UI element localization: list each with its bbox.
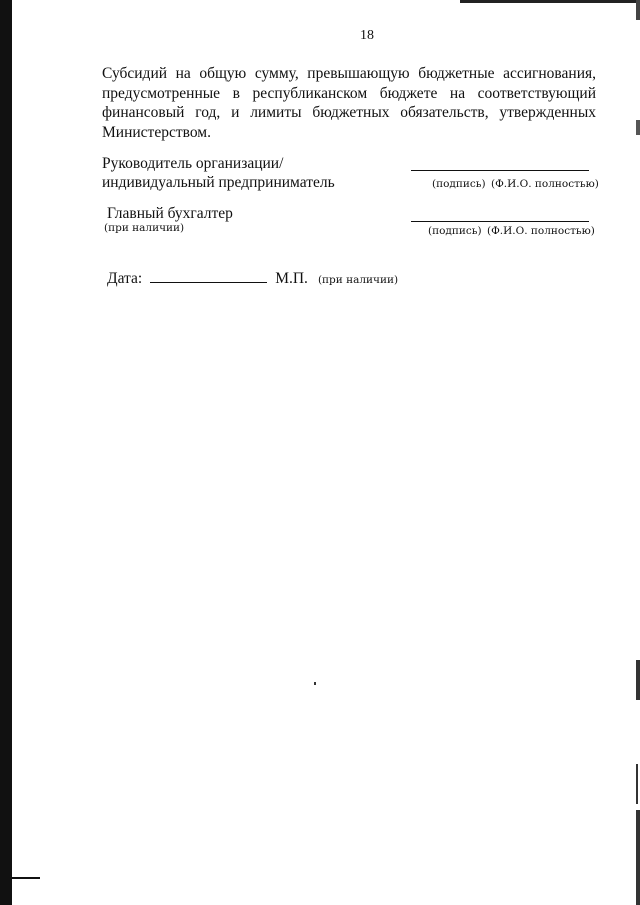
scan-top-border (460, 0, 640, 3)
head-signature-caption: (подпись) (432, 178, 486, 190)
head-name-caption: (Ф.И.О. полностью) (491, 178, 599, 190)
date-label: Дата: (107, 270, 143, 287)
chief-signature-line (411, 221, 589, 222)
head-label-line1: Руководитель организации/ (102, 155, 284, 172)
head-label-line2: индивидуальный предприниматель (102, 174, 335, 191)
chief-accountant-label: Главный бухгалтер (107, 205, 233, 222)
page-number: 18 (360, 28, 374, 43)
date-row (107, 268, 398, 288)
head-signature-line (411, 170, 589, 171)
scan-bottom-mark (12, 877, 40, 879)
scan-dot (314, 682, 316, 685)
date-field[interactable] (150, 268, 267, 283)
body-paragraph: Субсидий на общую сумму, превышающую бюджетные ассигнования, предусмотренные в республиканском бюджете на соответствующий финансовый год, и лимиты бюджетных обязательств, утвержденных Министерством. (102, 65, 596, 141)
scan-mark (636, 764, 638, 804)
stamp-note: (при наличии) (317, 274, 399, 286)
stamp-label: М.П. (275, 270, 308, 287)
chief-accountant-sublabel: (при наличии) (104, 222, 185, 234)
chief-signature-caption: (подпись) (428, 225, 482, 237)
head-signature-label (102, 154, 335, 192)
chief-name-caption: (Ф.И.О. полностью) (487, 225, 595, 237)
scan-left-border (0, 0, 12, 905)
